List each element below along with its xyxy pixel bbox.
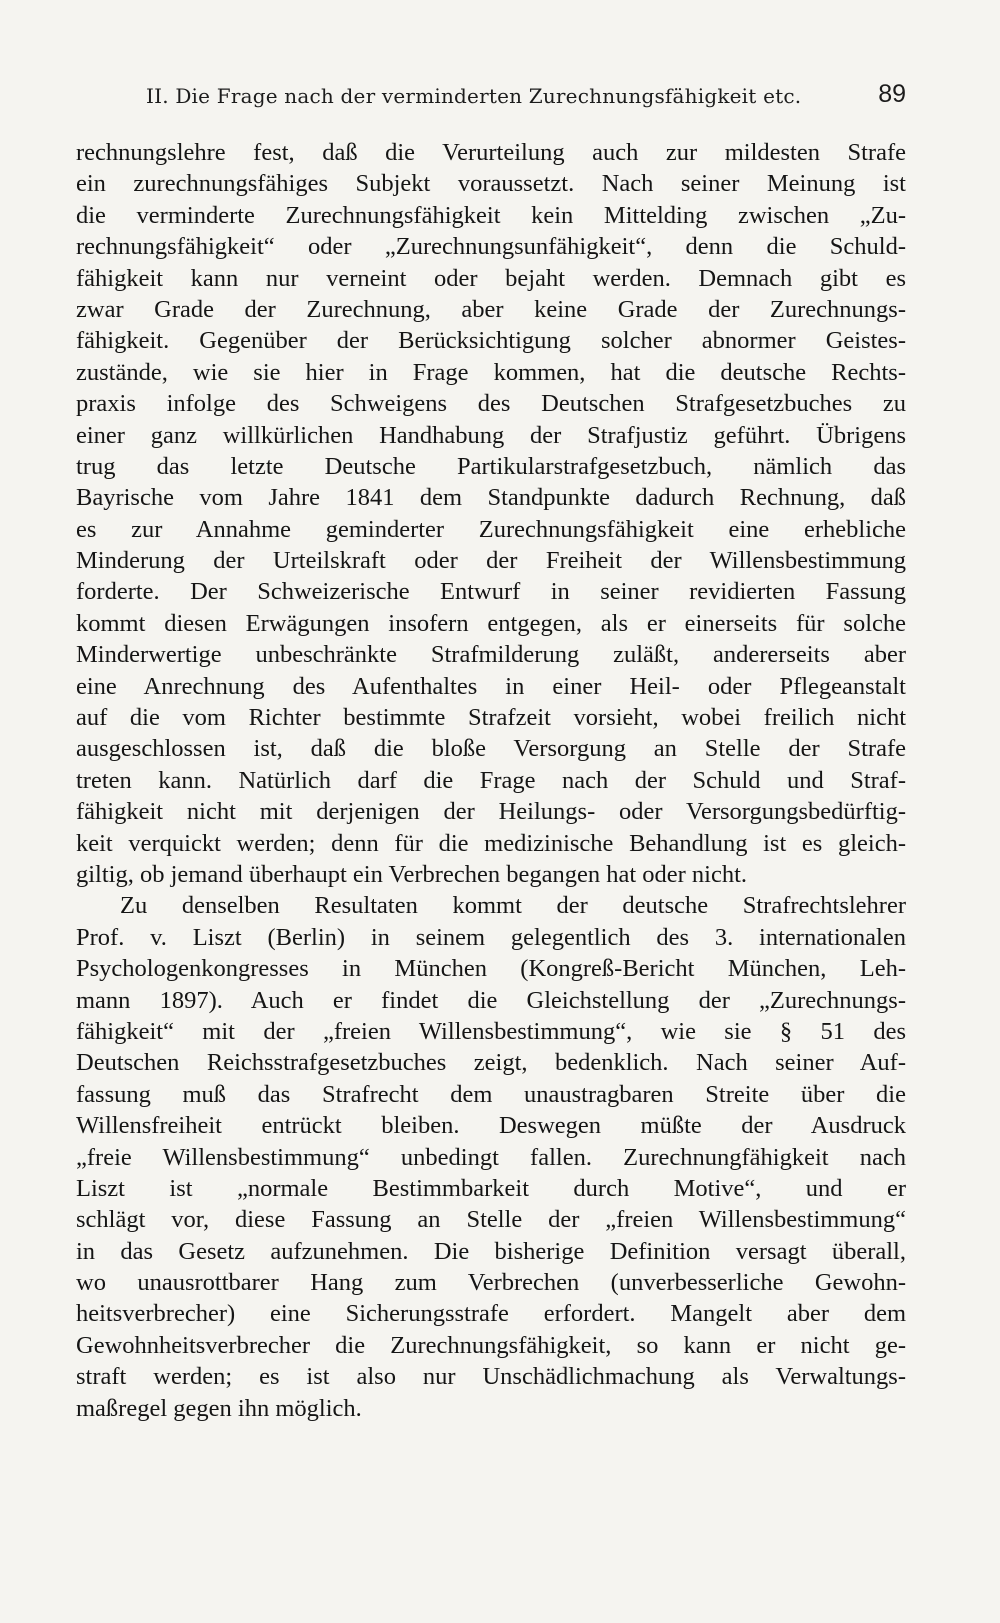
running-title: II. Die Frage nach der verminderten Zurechnungsfähigkeit etc. — [146, 84, 802, 108]
text-line: Bayrische vom Jahre 1841 dem Standpunkte dadurch Rechnung, daß — [76, 484, 906, 512]
text-line: fähigkeit kann nur verneint oder bejaht werden. Demnach gibt es — [76, 264, 906, 292]
text-line: Gewohnheitsverbrecher die Zurechnungsfähigkeit, so kann er nicht ge- — [76, 1331, 906, 1359]
text-line: Zu denselben Resultaten kommt der deutsche Strafrechtslehrer — [120, 892, 906, 920]
text-line: giltig, ob jemand überhaupt ein Verbrechen begangen hat oder nicht. — [76, 860, 748, 888]
text-line: praxis infolge des Schweigens des Deutschen Strafgesetzbuches zu — [76, 390, 906, 418]
text-line: die verminderte Zurechnungsfähigkeit kein Mittelding zwischen „Zu- — [76, 201, 906, 229]
text-line: ein zurechnungsfähiges Subjekt voraussetzt. Nach seiner Meinung ist — [76, 170, 906, 198]
text-line: „freie Willensbestimmung“ unbedingt fallen. Zurechnungfähigkeit nach — [76, 1143, 906, 1171]
text-line: forderte. Der Schweizerische Entwurf in seiner revidierten Fassung — [76, 578, 906, 606]
text-line: Deutschen Reichsstrafgesetzbuches zeigt, bedenklich. Nach seiner Auf- — [76, 1049, 906, 1077]
text-line: rechnungslehre fest, daß die Verurteilung auch zur mildesten Strafe — [76, 139, 906, 166]
text-line: straft werden; es ist also nur Unschädlichmachung als Verwaltungs- — [76, 1363, 906, 1391]
text-line: fähigkeit nicht mit derjenigen der Heilungs- oder Versorgungsbedürftig- — [76, 798, 906, 826]
text-line: maßregel gegen ihn möglich. — [76, 1394, 362, 1422]
text-line: wo unausrottbarer Hang zum Verbrechen (unverbesserliche Gewohn- — [76, 1269, 906, 1297]
text-line: kommt diesen Erwägungen insofern entgegen, als er einerseits für solche — [76, 609, 906, 637]
text-line: trug das letzte Deutsche Partikularstrafgesetzbuch, nämlich das — [76, 452, 906, 480]
text-line: fähigkeit. Gegenüber der Berücksichtigung solcher abnormer Geistes- — [76, 327, 906, 355]
text-line: mann 1897). Auch er findet die Gleichstellung der „Zurechnungs- — [76, 986, 906, 1014]
text-line: fassung muß das Strafrecht dem unaustragbaren Streite über die — [76, 1080, 906, 1108]
text-line: auf die vom Richter bestimmte Strafzeit vorsieht, wobei freilich nicht — [76, 704, 906, 732]
text-line: es zur Annahme geminderter Zurechnungsfähigkeit eine erhebliche — [76, 515, 906, 543]
text-line: heitsverbrecher) eine Sicherungsstrafe erfordert. Mangelt aber dem — [76, 1300, 906, 1328]
text-line: Liszt ist „normale Bestimmbarkeit durch Motive“, und er — [76, 1174, 906, 1202]
page-header — [146, 80, 906, 114]
text-line: rechnungsfähigkeit“ oder „Zurechnungsunfähigkeit“, denn die Schuld- — [76, 233, 906, 261]
text-line: fähigkeit“ mit der „freien Willensbestimmung“, wie sie § 51 des — [76, 1017, 906, 1045]
text-line: Prof. v. Liszt (Berlin) in seinem gelegentlich des 3. internationalen — [76, 923, 906, 951]
text-line: Psychologenkongresses in München (Kongreß-Bericht München, Leh- — [76, 955, 906, 983]
page-number: 89 — [878, 80, 906, 108]
text-line: keit verquickt werden; denn für die medizinische Behandlung ist es gleich- — [76, 829, 906, 857]
text-line: ausgeschlossen ist, daß die bloße Versorgung an Stelle der Strafe — [76, 735, 906, 763]
text-line: zustände, wie sie hier in Frage kommen, hat die deutsche Rechts- — [76, 358, 906, 386]
text-line: Minderung der Urteilskraft oder der Freiheit der Willensbestimmung — [76, 547, 906, 575]
text-line: Minderwertige unbeschränkte Strafmilderung zuläßt, andererseits aber — [76, 641, 906, 669]
text-line: eine Anrechnung des Aufenthaltes in einer Heil- oder Pflegeanstalt — [76, 672, 906, 700]
text-line: in das Gesetz aufzunehmen. Die bisherige Definition versagt überall, — [76, 1237, 906, 1265]
body-text — [76, 137, 906, 1424]
text-line: treten kann. Natürlich darf die Frage nach der Schuld und Straf- — [76, 766, 906, 794]
text-line: schlägt vor, diese Fassung an Stelle der „freien Willensbestimmung“ — [76, 1206, 906, 1234]
text-line: einer ganz willkürlichen Handhabung der Strafjustiz geführt. Übrigens — [76, 421, 906, 449]
text-line: Willensfreiheit entrückt bleiben. Deswegen müßte der Ausdruck — [76, 1112, 906, 1140]
text-line: zwar Grade der Zurechnung, aber keine Grade der Zurechnungs- — [76, 295, 906, 323]
